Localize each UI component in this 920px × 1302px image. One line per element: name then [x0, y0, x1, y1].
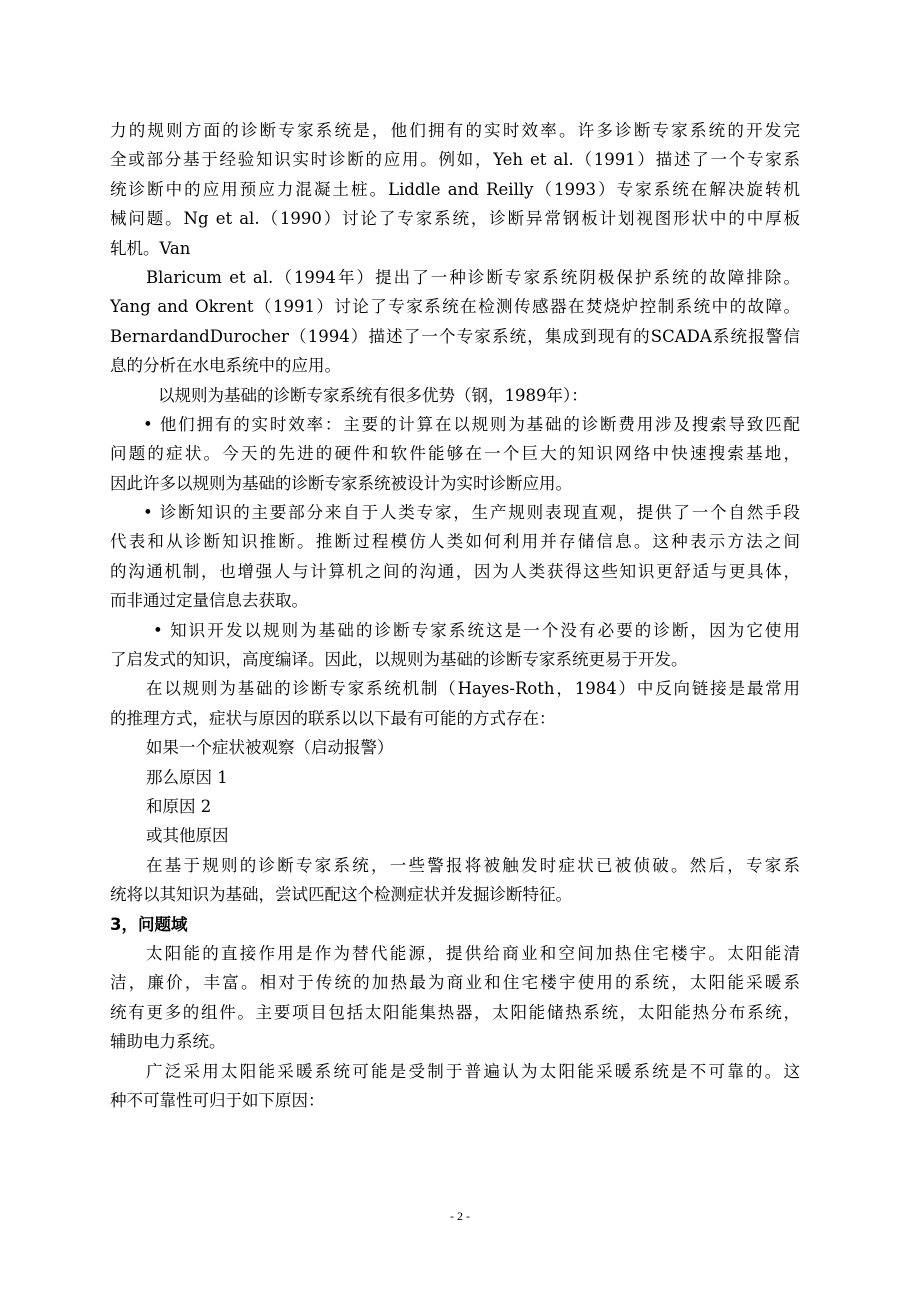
text-line: 问题的症状。今天的先进的硬件和软件能够在一个巨大的知识网络中快速搜索基地，: [110, 444, 800, 464]
text-line: BernardandDurocher（1994）描述了一个专家系统，集成到现有的SCADA系统报警信: [110, 326, 800, 346]
section-heading: 3，问题域: [110, 914, 188, 934]
text-line: 洁，廉价，丰富。相对于传统的加热最为商业和住宅楼宇使用的系统，太阳能采暖系: [110, 973, 800, 993]
text-line: 广泛采用太阳能采暖系统可能是受制于普遍认为太阳能采暖系统是不可靠的。这: [146, 1061, 800, 1081]
text-line: 而非通过定量信息去获取。: [110, 591, 308, 611]
text-line: 的推理方式，症状与原因的联系以以下最有可能的方式存在：: [110, 708, 556, 728]
text-line: 和原因 2: [146, 796, 212, 816]
text-line: Yang and Okrent（1991）讨论了专家系统在检测传感器在焚烧炉控制系统中的故障。: [110, 297, 800, 317]
text-line: 统将以其知识为基础，尝试匹配这个检测症状并发掘诊断特征。: [110, 885, 572, 905]
bullet-line: • 他们拥有的实时效率：主要的计算在以规则为基础的诊断费用涉及搜索导致匹配: [143, 414, 800, 434]
text-line: 的沟通机制，也增强人与计算机之间的沟通，因为人类获得这些知识更舒适与更具体，: [110, 561, 800, 581]
text-line: Blaricum et al.（1994年）提出了一种诊断专家系统阴极保护系统的故障排除。: [146, 267, 800, 287]
bullet-line: • 诊断知识的主要部分来自于人类专家，生产规则表现直观，提供了一个自然手段: [143, 503, 800, 523]
text-line: 以规则为基础的诊断专家系统有很多优势（钢，1989年）：: [158, 385, 588, 405]
text-line: 力的规则方面的诊断专家系统是，他们拥有的实时效率。许多诊断专家系统的开发完: [110, 121, 800, 140]
body-text: [110, 116, 800, 1115]
text-line: 或其他原因: [146, 826, 229, 846]
text-line: 太阳能的直接作用是作为替代能源，提供给商业和空间加热住宅楼宇。太阳能清: [146, 943, 800, 963]
text-line: 辅助电力系统。: [110, 1032, 226, 1052]
text-line: 那么原因 1: [146, 767, 228, 787]
text-line: 轧机。Van: [110, 238, 191, 258]
text-line: 在基于规则的诊断专家系统，一些警报将被触发时症状已被侦破。然后，专家系: [146, 855, 800, 875]
text-line: 统诊断中的应用预应力混凝土桩。Liddle and Reilly（1993）专家系统在解决旋转机: [110, 179, 800, 199]
text-line: 因此许多以规则为基础的诊断专家系统被设计为实时诊断应用。: [110, 473, 572, 493]
text-line: 械问题。Ng et al.（1990）讨论了专家系统，诊断异常钢板计划视图形状中的中厚板: [110, 209, 800, 229]
text-line: 在以规则为基础的诊断专家系统机制（Hayes-Roth，1984）中反向链接是最常用: [146, 679, 800, 699]
text-line: 代表和从诊断知识推断。推断过程模仿人类如何利用并存储信息。这种表示方法之间: [110, 532, 800, 552]
bullet-line: • 知识开发以规则为基础的诊断专家系统这是一个没有必要的诊断，因为它使用: [153, 620, 800, 640]
text-line: 种不可靠性可归于如下原因：: [110, 1090, 325, 1110]
text-line: 全或部分基于经验知识实时诊断的应用。例如，Yeh et al.（1991）描述了一个专家系: [110, 150, 800, 170]
text-line: 如果一个症状被观察（启动报警）: [146, 738, 394, 758]
page-number: - 2 -: [450, 1209, 470, 1223]
text-line: 息的分析在水电系统中的应用。: [110, 356, 341, 376]
text-line: 了启发式的知识，高度编译。因此，以规则为基础的诊断专家系统更易于开发。: [110, 650, 688, 670]
text-line: 统有更多的组件。主要项目包括太阳能集热器，太阳能储热系统，太阳能热分布系统，: [110, 1002, 800, 1022]
